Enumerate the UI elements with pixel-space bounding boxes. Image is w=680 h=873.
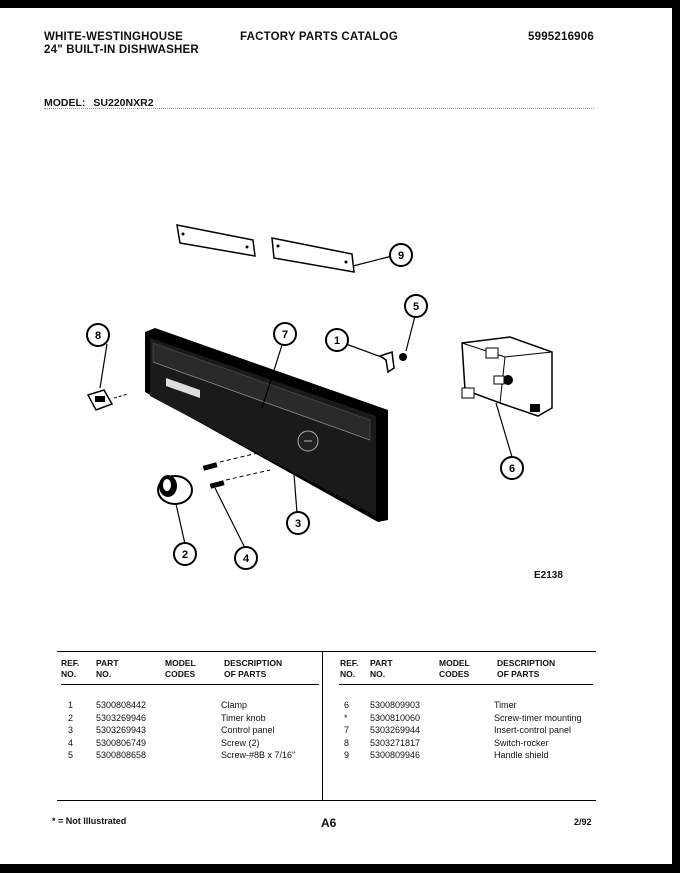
callout-3 (287, 512, 309, 534)
page-border-bottom (0, 864, 680, 873)
callout-5 (405, 295, 427, 317)
svg-text:6: 6 (508, 463, 516, 475)
switch-rocker-drawing (88, 390, 128, 410)
svg-text:1: 1 (333, 335, 341, 347)
header-part-no: PART NO. (96, 658, 119, 679)
header-rule-left (61, 684, 319, 685)
svg-text:7: 7 (281, 329, 289, 341)
header-ref-no-right: REF. NO. (340, 658, 359, 679)
catalog-number: 5995216906 (528, 31, 594, 43)
header-model-codes: MODEL CODES (165, 658, 196, 679)
svg-text:4: 4 (242, 553, 250, 565)
model-value: SU220NXR2 (93, 97, 154, 109)
callout-7 (274, 323, 296, 345)
svg-text:3: 3 (294, 518, 302, 530)
svg-text:5: 5 (412, 301, 420, 313)
parts-table: REF. NO. PART NO. MODEL CODES DESCRIPTION OF PARTS REF. NO. PART NO. MODEL CODES DESCRIPTION OF PARTS 1 5300808442 Clamp 2 5303269946 Timer knob 3 5303269943 Control panel 4 5300806749 Screw (2) 5 5300808658 Screw-#8B x 7/16" 6 5300809903 Timer * 5300810060 Screw-timer mounting 7 5303269944 Insert-control panel 8 5303271817 Switch-rocker 9 5300809946 Handle shield (57, 651, 596, 801)
catalog-title: FACTORY PARTS CATALOG (240, 31, 398, 43)
callout-9 (390, 244, 412, 266)
table-divider (322, 652, 323, 800)
header-model-codes-right: MODEL CODES (439, 658, 470, 679)
header-rule-right (339, 684, 593, 685)
svg-text:8: 8 (94, 330, 102, 342)
model-label: MODEL: (44, 97, 86, 109)
callout-2 (174, 543, 196, 565)
timer-knob-drawing (158, 475, 192, 504)
clamp-drawing (380, 352, 407, 372)
timer-drawing (462, 337, 552, 416)
callout-1 (326, 329, 348, 351)
header-description-right: DESCRIPTION OF PARTS (497, 658, 556, 679)
handle-shield-drawing (177, 225, 354, 272)
page-number: A6 (321, 816, 337, 830)
header-ref-no: REF. NO. (61, 658, 80, 679)
brand-line-1: WHITE-WESTINGHOUSE (44, 31, 184, 43)
svg-text:2: 2 (181, 549, 189, 561)
callout-4 (235, 547, 257, 569)
svg-text:9: 9 (397, 250, 405, 262)
screws-drawing (203, 452, 270, 489)
footnote: * = Not Illustrated (52, 816, 127, 826)
diagram-code: E2138 (534, 570, 563, 581)
print-date: 2/92 (574, 817, 592, 827)
callout-8 (87, 324, 109, 346)
callout-6 (501, 457, 523, 479)
brand-line-2: 24" BUILT-IN DISHWASHER (44, 44, 199, 56)
header-description: DESCRIPTION OF PARTS (224, 658, 283, 679)
header-part-no-right: PART NO. (370, 658, 393, 679)
